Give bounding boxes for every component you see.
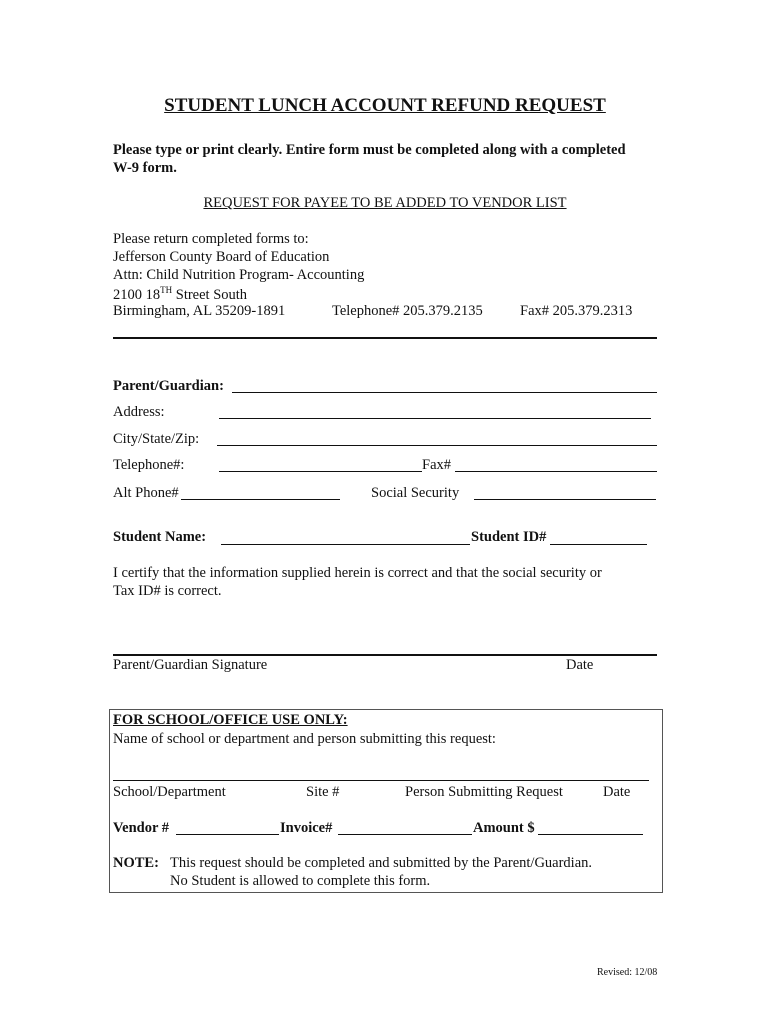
return-city: Birmingham, AL 35209-1891: [113, 303, 286, 319]
note-line-1: This request should be completed and submitted by the Parent/Guardian.: [170, 855, 593, 871]
fax-field[interactable]: [455, 471, 657, 472]
student-id-field[interactable]: [550, 544, 647, 545]
return-fax: Fax# 205.379.2313: [520, 303, 633, 319]
city-state-zip-label: City/State/Zip:: [113, 431, 200, 447]
certification-line-2: Tax ID# is correct.: [113, 583, 222, 599]
section-divider: [113, 337, 657, 339]
return-telephone: Telephone# 205.379.2135: [332, 303, 483, 319]
person-submitting-label: Person Submitting Request: [405, 784, 563, 800]
site-label: Site #: [306, 784, 340, 800]
instructions-line-2: W-9 form.: [113, 160, 177, 176]
alt-phone-label: Alt Phone#: [113, 485, 179, 501]
social-security-label: Social Security: [371, 485, 460, 501]
invoice-field[interactable]: [338, 834, 472, 835]
school-department-label: School/Department: [113, 784, 226, 800]
office-use-heading: FOR SCHOOL/OFFICE USE ONLY:: [113, 712, 348, 728]
certification-line-1: I certify that the information supplied herein is correct and that the social security or: [113, 565, 602, 581]
signature-label: Parent/Guardian Signature: [113, 657, 268, 673]
revised-date: Revised: 12/08: [597, 967, 658, 978]
vendor-list-heading: REQUEST FOR PAYEE TO BE ADDED TO VENDOR LIST: [203, 195, 567, 211]
return-attn: Attn: Child Nutrition Program- Accounting: [113, 267, 365, 283]
social-security-field[interactable]: [474, 499, 656, 500]
office-submit-line[interactable]: [113, 780, 649, 781]
form-title: STUDENT LUNCH ACCOUNT REFUND REQUEST: [164, 95, 606, 116]
office-date-label: Date: [603, 784, 631, 800]
student-name-field[interactable]: [221, 544, 470, 545]
student-name-label: Student Name:: [113, 529, 207, 545]
telephone-label: Telephone#:: [113, 457, 185, 473]
instructions-line-1: Please type or print clearly. Entire form must be completed along with a completed: [113, 142, 626, 158]
student-id-label: Student ID#: [471, 529, 547, 545]
vendor-field[interactable]: [176, 834, 279, 835]
note-label: NOTE:: [113, 855, 159, 871]
fax-label: Fax#: [422, 457, 451, 473]
signature-date-label: Date: [566, 657, 594, 673]
return-org: Jefferson County Board of Education: [113, 249, 330, 265]
parent-guardian-label: Parent/Guardian:: [113, 378, 224, 394]
note-line-2: No Student is allowed to complete this form.: [170, 873, 431, 889]
telephone-field[interactable]: [219, 471, 422, 472]
address-field[interactable]: [219, 418, 651, 419]
address-label: Address:: [113, 404, 165, 420]
return-intro: Please return completed forms to:: [113, 231, 309, 247]
alt-phone-field[interactable]: [181, 499, 340, 500]
return-street: 2100 18TH Street South: [113, 285, 248, 303]
city-state-zip-field[interactable]: [217, 445, 657, 446]
amount-field[interactable]: [538, 834, 643, 835]
signature-line[interactable]: [113, 654, 657, 656]
amount-label: Amount $: [473, 820, 535, 836]
parent-guardian-field[interactable]: [232, 392, 657, 393]
invoice-label: Invoice#: [280, 820, 333, 836]
office-use-subheading: Name of school or department and person submitting this request:: [113, 731, 496, 747]
vendor-label: Vendor #: [113, 820, 170, 836]
